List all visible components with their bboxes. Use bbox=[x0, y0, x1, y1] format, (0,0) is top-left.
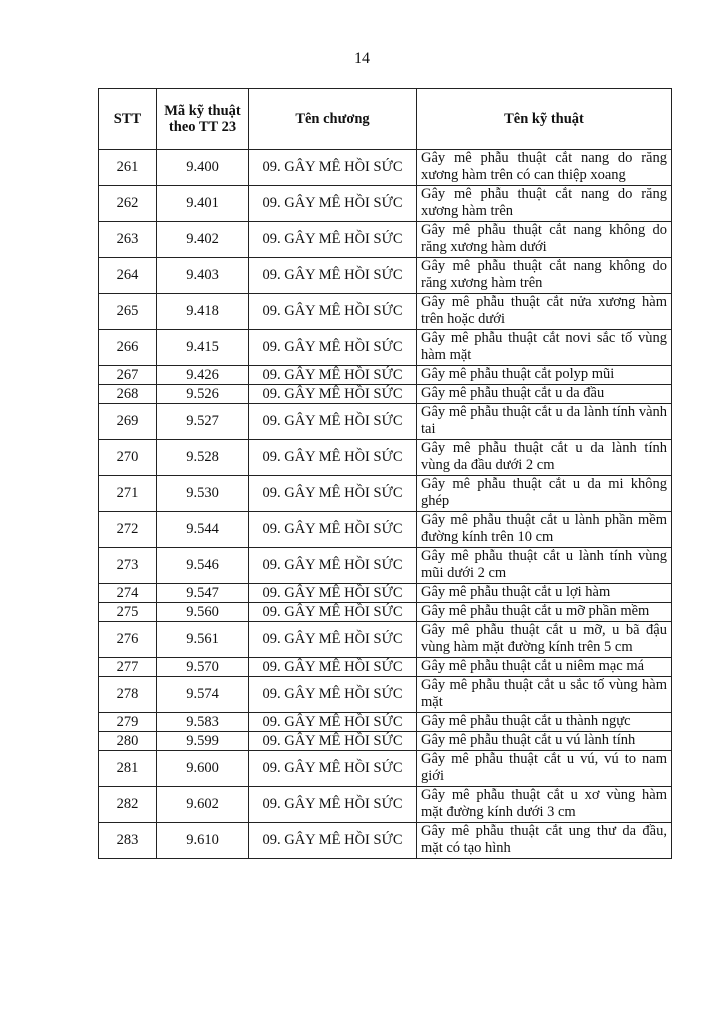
row-chapter-name: 09. GÂY MÊ HỒI SỨC bbox=[249, 440, 417, 476]
row-stt: 276 bbox=[99, 622, 157, 658]
row-technique-code: 9.418 bbox=[157, 294, 249, 330]
row-chapter-name: 09. GÂY MÊ HỒI SỨC bbox=[249, 584, 417, 603]
table-row bbox=[99, 603, 672, 622]
header-technique-name: Tên kỹ thuật bbox=[417, 89, 672, 150]
row-chapter-name: 09. GÂY MÊ HỒI SỨC bbox=[249, 787, 417, 823]
row-chapter-name: 09. GÂY MÊ HỒI SỨC bbox=[249, 222, 417, 258]
row-technique-code: 9.415 bbox=[157, 330, 249, 366]
row-technique-code: 9.574 bbox=[157, 677, 249, 713]
row-technique-code: 9.526 bbox=[157, 385, 249, 404]
table-row bbox=[99, 222, 672, 258]
row-technique-code: 9.527 bbox=[157, 404, 249, 440]
row-technique-name: Gây mê phẫu thuật cắt u xơ vùng hàm mặt đường kính dưới 3 cm bbox=[417, 787, 672, 823]
row-chapter-name: 09. GÂY MÊ HỒI SỨC bbox=[249, 404, 417, 440]
row-stt: 261 bbox=[99, 150, 157, 186]
row-technique-code: 9.583 bbox=[157, 713, 249, 732]
row-technique-name: Gây mê phẫu thuật cắt polyp mũi bbox=[417, 366, 672, 385]
row-chapter-name: 09. GÂY MÊ HỒI SỨC bbox=[249, 150, 417, 186]
table-row bbox=[99, 150, 672, 186]
table-row bbox=[99, 732, 672, 751]
row-technique-name: Gây mê phẫu thuật cắt u da lành tính vùng da đầu dưới 2 cm bbox=[417, 440, 672, 476]
table-row bbox=[99, 622, 672, 658]
row-technique-name: Gây mê phẫu thuật cắt u thành ngực bbox=[417, 713, 672, 732]
table-row bbox=[99, 751, 672, 787]
row-chapter-name: 09. GÂY MÊ HỒI SỨC bbox=[249, 622, 417, 658]
row-chapter-name: 09. GÂY MÊ HỒI SỨC bbox=[249, 751, 417, 787]
table-row bbox=[99, 385, 672, 404]
row-technique-code: 9.602 bbox=[157, 787, 249, 823]
row-technique-code: 9.600 bbox=[157, 751, 249, 787]
row-technique-code: 9.546 bbox=[157, 548, 249, 584]
page-number: 14 bbox=[354, 50, 370, 67]
row-stt: 282 bbox=[99, 787, 157, 823]
row-technique-code: 9.400 bbox=[157, 150, 249, 186]
row-stt: 269 bbox=[99, 404, 157, 440]
row-technique-code: 9.426 bbox=[157, 366, 249, 385]
row-technique-name: Gây mê phẫu thuật cắt u da lành tính vành tai bbox=[417, 404, 672, 440]
table-body bbox=[99, 150, 672, 859]
row-technique-code: 9.528 bbox=[157, 440, 249, 476]
row-technique-name: Gây mê phẫu thuật cắt u lợi hàm bbox=[417, 584, 672, 603]
table-row bbox=[99, 366, 672, 385]
row-technique-name: Gây mê phẫu thuật cắt nửa xương hàm trên hoặc dưới bbox=[417, 294, 672, 330]
row-stt: 270 bbox=[99, 440, 157, 476]
table-row bbox=[99, 186, 672, 222]
row-stt: 264 bbox=[99, 258, 157, 294]
row-technique-code: 9.599 bbox=[157, 732, 249, 751]
row-technique-code: 9.570 bbox=[157, 658, 249, 677]
row-technique-name: Gây mê phẫu thuật cắt u da đầu bbox=[417, 385, 672, 404]
row-technique-name: Gây mê phẫu thuật cắt u lành tính vùng mũi dưới 2 cm bbox=[417, 548, 672, 584]
row-technique-name: Gây mê phẫu thuật cắt u mỡ phần mềm bbox=[417, 603, 672, 622]
header-chapter-name: Tên chương bbox=[249, 89, 417, 150]
table-row bbox=[99, 404, 672, 440]
row-technique-code: 9.402 bbox=[157, 222, 249, 258]
procedure-table bbox=[98, 88, 672, 859]
table-row bbox=[99, 823, 672, 859]
row-chapter-name: 09. GÂY MÊ HỒI SỨC bbox=[249, 512, 417, 548]
row-technique-name: Gây mê phẫu thuật cắt nang không do răng xương hàm dưới bbox=[417, 222, 672, 258]
row-technique-name: Gây mê phẫu thuật cắt novi sắc tố vùng hàm mặt bbox=[417, 330, 672, 366]
row-chapter-name: 09. GÂY MÊ HỒI SỨC bbox=[249, 186, 417, 222]
table-row bbox=[99, 294, 672, 330]
row-stt: 263 bbox=[99, 222, 157, 258]
row-technique-code: 9.401 bbox=[157, 186, 249, 222]
row-technique-code: 9.547 bbox=[157, 584, 249, 603]
table-row bbox=[99, 713, 672, 732]
table-row bbox=[99, 440, 672, 476]
row-stt: 280 bbox=[99, 732, 157, 751]
table-row bbox=[99, 330, 672, 366]
table-row bbox=[99, 787, 672, 823]
table-header-row bbox=[99, 89, 672, 150]
row-technique-code: 9.560 bbox=[157, 603, 249, 622]
row-technique-name: Gây mê phẫu thuật cắt nang do răng xương hàm trên bbox=[417, 186, 672, 222]
table-row bbox=[99, 512, 672, 548]
row-technique-name: Gây mê phẫu thuật cắt u lành phần mềm đường kính trên 10 cm bbox=[417, 512, 672, 548]
row-technique-code: 9.561 bbox=[157, 622, 249, 658]
table-row bbox=[99, 548, 672, 584]
row-stt: 272 bbox=[99, 512, 157, 548]
row-chapter-name: 09. GÂY MÊ HỒI SỨC bbox=[249, 823, 417, 859]
table-row bbox=[99, 584, 672, 603]
table-row bbox=[99, 658, 672, 677]
row-chapter-name: 09. GÂY MÊ HỒI SỨC bbox=[249, 677, 417, 713]
row-chapter-name: 09. GÂY MÊ HỒI SỨC bbox=[249, 732, 417, 751]
row-chapter-name: 09. GÂY MÊ HỒI SỨC bbox=[249, 603, 417, 622]
row-technique-name: Gây mê phẫu thuật cắt ung thư da đầu, mặt có tạo hình bbox=[417, 823, 672, 859]
table-row bbox=[99, 258, 672, 294]
row-chapter-name: 09. GÂY MÊ HỒI SỨC bbox=[249, 258, 417, 294]
row-stt: 266 bbox=[99, 330, 157, 366]
row-stt: 283 bbox=[99, 823, 157, 859]
row-technique-name: Gây mê phẫu thuật cắt u sắc tố vùng hàm mặt bbox=[417, 677, 672, 713]
row-stt: 262 bbox=[99, 186, 157, 222]
row-stt: 265 bbox=[99, 294, 157, 330]
header-technique-code: Mã kỹ thuật theo TT 23 bbox=[157, 89, 249, 150]
row-stt: 267 bbox=[99, 366, 157, 385]
header-stt: STT bbox=[99, 89, 157, 150]
row-technique-code: 9.544 bbox=[157, 512, 249, 548]
row-technique-code: 9.610 bbox=[157, 823, 249, 859]
row-stt: 279 bbox=[99, 713, 157, 732]
row-stt: 271 bbox=[99, 476, 157, 512]
row-technique-name: Gây mê phẫu thuật cắt nang không do răng xương hàm trên bbox=[417, 258, 672, 294]
row-chapter-name: 09. GÂY MÊ HỒI SỨC bbox=[249, 330, 417, 366]
row-technique-name: Gây mê phẫu thuật cắt u mỡ, u bã đậu vùng hàm mặt đường kính trên 5 cm bbox=[417, 622, 672, 658]
row-stt: 277 bbox=[99, 658, 157, 677]
row-chapter-name: 09. GÂY MÊ HỒI SỨC bbox=[249, 366, 417, 385]
row-chapter-name: 09. GÂY MÊ HỒI SỨC bbox=[249, 476, 417, 512]
row-stt: 275 bbox=[99, 603, 157, 622]
row-chapter-name: 09. GÂY MÊ HỒI SỨC bbox=[249, 713, 417, 732]
row-chapter-name: 09. GÂY MÊ HỒI SỨC bbox=[249, 658, 417, 677]
table-row bbox=[99, 476, 672, 512]
row-technique-code: 9.403 bbox=[157, 258, 249, 294]
row-stt: 278 bbox=[99, 677, 157, 713]
row-chapter-name: 09. GÂY MÊ HỒI SỨC bbox=[249, 548, 417, 584]
row-technique-name: Gây mê phẫu thuật cắt nang do răng xương hàm trên có can thiệp xoang bbox=[417, 150, 672, 186]
row-stt: 281 bbox=[99, 751, 157, 787]
row-chapter-name: 09. GÂY MÊ HỒI SỨC bbox=[249, 385, 417, 404]
row-technique-code: 9.530 bbox=[157, 476, 249, 512]
row-technique-name: Gây mê phẫu thuật cắt u vú, vú to nam giới bbox=[417, 751, 672, 787]
row-stt: 273 bbox=[99, 548, 157, 584]
row-technique-name: Gây mê phẫu thuật cắt u niêm mạc má bbox=[417, 658, 672, 677]
row-technique-name: Gây mê phẫu thuật cắt u vú lành tính bbox=[417, 732, 672, 751]
row-technique-name: Gây mê phẫu thuật cắt u da mi không ghép bbox=[417, 476, 672, 512]
row-stt: 268 bbox=[99, 385, 157, 404]
row-chapter-name: 09. GÂY MÊ HỒI SỨC bbox=[249, 294, 417, 330]
table-row bbox=[99, 677, 672, 713]
row-stt: 274 bbox=[99, 584, 157, 603]
